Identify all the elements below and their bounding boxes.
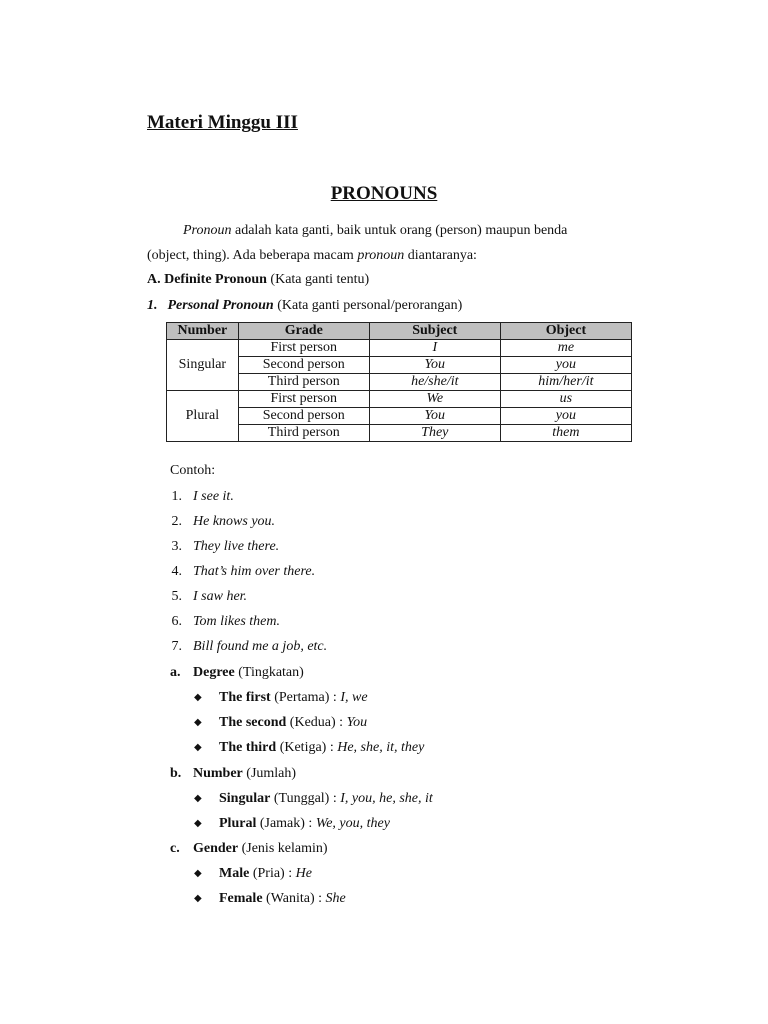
object-cell: them	[500, 425, 631, 442]
table-row	[167, 340, 632, 357]
main-heading: PRONOUNS	[330, 183, 438, 204]
object-cell: you	[500, 408, 631, 425]
example-text: He knows you.	[193, 514, 276, 529]
degree-letter: a.	[170, 665, 181, 680]
example-number: 6.	[171, 614, 182, 629]
object-cell: me	[500, 340, 631, 357]
list-item	[219, 865, 312, 882]
example-number: 7.	[171, 639, 182, 654]
list-item	[219, 739, 424, 756]
item-label: Singular	[219, 791, 271, 806]
item-value: I, we	[340, 690, 368, 705]
header-subject: Subject	[369, 323, 500, 340]
example-text: That’s him over there.	[193, 564, 316, 579]
grade-cell: Third person	[238, 425, 369, 442]
example-number: 4.	[171, 564, 182, 579]
document-title: Materi Minggu III	[147, 112, 298, 133]
table-row	[167, 391, 632, 408]
number-note: (Jumlah)	[242, 766, 297, 781]
grade-cell: First person	[238, 340, 369, 357]
section-1-note: (Kata ganti personal/perorangan)	[273, 298, 463, 313]
intro-line1-text: adalah kata ganti, baik untuk orang (person) maupun benda	[231, 223, 568, 238]
example-text: I see it.	[193, 489, 234, 504]
diamond-bullet-icon: ◆	[194, 893, 202, 904]
item-label: The second	[219, 715, 287, 730]
item-note: (Tunggal) :	[270, 791, 341, 806]
example-number: 1.	[171, 489, 182, 504]
example-number: 5.	[171, 589, 182, 604]
gender-note: (Jenis kelamin)	[238, 841, 328, 856]
item-note: (Wanita) :	[262, 891, 326, 906]
number-label: Number	[193, 766, 243, 781]
diamond-bullet-icon: ◆	[194, 818, 202, 829]
degree-label: Degree	[193, 665, 235, 680]
gender-label: Gender	[193, 841, 239, 856]
list-item	[219, 890, 346, 907]
item-label: The first	[219, 690, 271, 705]
number-letter: b.	[170, 766, 182, 781]
diamond-bullet-icon: ◆	[194, 717, 202, 728]
subject-cell: They	[369, 425, 500, 442]
item-value: You	[346, 715, 368, 730]
example-number: 2.	[171, 514, 182, 529]
list-item	[219, 689, 368, 706]
item-label: Female	[219, 891, 263, 906]
subject-cell: You	[369, 357, 500, 374]
diamond-bullet-icon: ◆	[194, 868, 202, 879]
item-note: (Kedua) :	[286, 715, 347, 730]
diamond-bullet-icon: ◆	[194, 793, 202, 804]
grade-cell: Second person	[238, 408, 369, 425]
gender-letter: c.	[170, 841, 180, 856]
item-note: (Ketiga) :	[276, 740, 338, 755]
object-cell: you	[500, 357, 631, 374]
personal-pronoun-table	[166, 322, 632, 442]
diamond-bullet-icon: ◆	[194, 692, 202, 703]
header-grade: Grade	[238, 323, 369, 340]
diamond-bullet-icon: ◆	[194, 742, 202, 753]
number-heading	[193, 765, 296, 782]
list-item	[219, 790, 433, 807]
item-note: (Jamak) :	[256, 816, 316, 831]
object-cell: us	[500, 391, 631, 408]
grade-cell: Third person	[238, 374, 369, 391]
group-plural: Plural	[167, 391, 239, 442]
section-1-heading	[147, 297, 462, 314]
intro-term: Pronoun	[183, 223, 232, 238]
table-header-row	[167, 323, 632, 340]
subject-cell: You	[369, 408, 500, 425]
item-note: (Pertama) :	[270, 690, 341, 705]
list-item	[219, 815, 390, 832]
group-singular: Singular	[167, 340, 239, 391]
example-text: Tom likes them.	[193, 614, 280, 629]
subject-cell: I	[369, 340, 500, 357]
intro-line-2	[147, 247, 477, 264]
gender-heading	[193, 840, 328, 857]
item-label: The third	[219, 740, 277, 755]
item-value: I, you, he, she, it	[340, 791, 433, 806]
example-number: 3.	[171, 539, 182, 554]
subject-cell: he/she/it	[369, 374, 500, 391]
item-note: (Pria) :	[249, 866, 296, 881]
section-1-label: Personal Pronoun	[167, 298, 274, 313]
degree-heading	[193, 664, 304, 681]
header-object: Object	[500, 323, 631, 340]
section-a-note: (Kata ganti tentu)	[266, 272, 370, 287]
section-a-heading	[147, 271, 369, 288]
object-cell: him/her/it	[500, 374, 631, 391]
header-number: Number	[167, 323, 239, 340]
section-a-label: A. Definite Pronoun	[147, 272, 267, 287]
section-1-num: 1.	[147, 298, 158, 313]
item-value: We, you, they	[315, 816, 390, 831]
grade-cell: Second person	[238, 357, 369, 374]
item-value: He, she, it, they	[337, 740, 425, 755]
example-text: Bill found me a job, etc.	[193, 639, 328, 654]
intro-line2-b: diantaranya:	[404, 248, 477, 263]
item-value: He	[295, 866, 312, 881]
intro-line2-a: (object, thing). Ada beberapa macam	[147, 248, 358, 263]
grade-cell: First person	[238, 391, 369, 408]
subject-cell: We	[369, 391, 500, 408]
examples-label: Contoh:	[170, 463, 216, 478]
degree-note: (Tingkatan)	[234, 665, 304, 680]
list-item	[219, 714, 367, 731]
item-label: Male	[219, 866, 250, 881]
item-value: She	[325, 891, 346, 906]
intro-line-1	[183, 222, 567, 239]
example-text: They live there.	[193, 539, 280, 554]
item-label: Plural	[219, 816, 257, 831]
intro-line2-term: pronoun	[357, 248, 405, 263]
example-text: I saw her.	[193, 589, 248, 604]
